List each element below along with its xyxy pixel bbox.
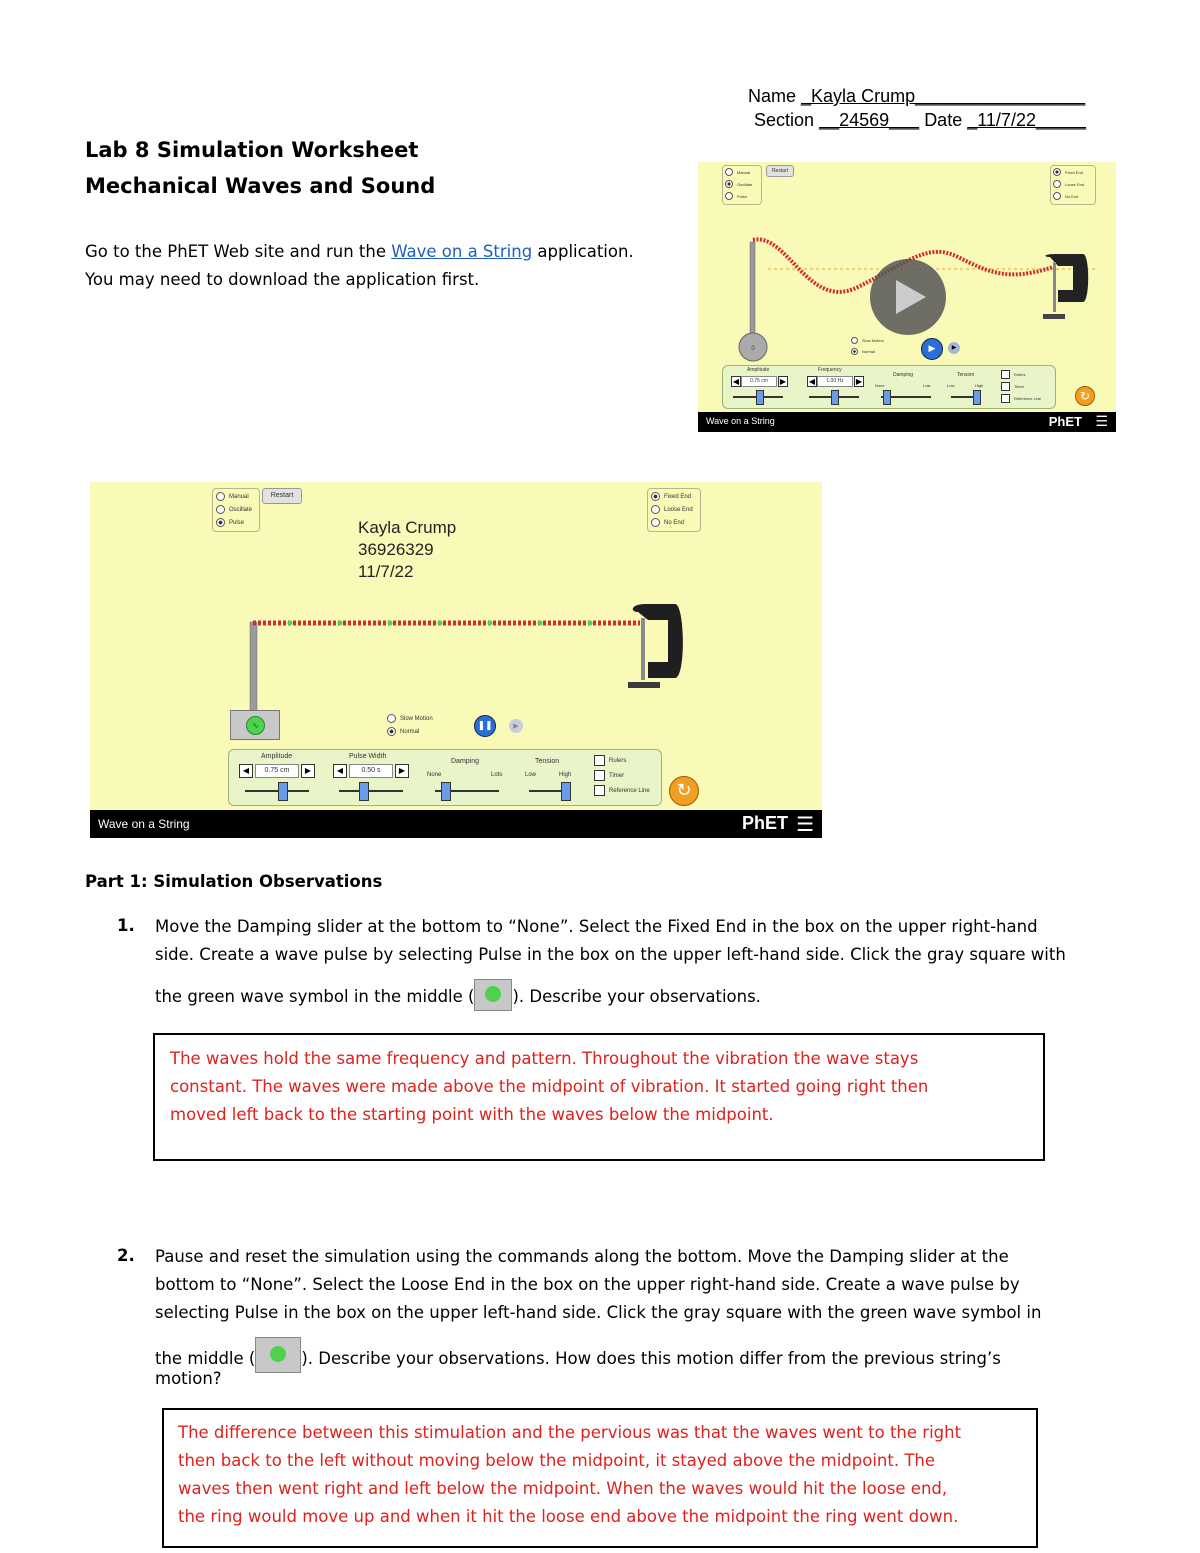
mode-pulse[interactable]: Pulse [725,192,747,200]
frequency-value: 1.00 Hz [817,376,853,387]
mode-pulse[interactable]: Pulse [216,518,244,527]
q2-line-5: motion? [155,1369,222,1388]
mode-manual[interactable]: Manual [216,492,249,501]
oscillator-post [250,622,257,714]
rulers-checkbox[interactable]: Rulers [594,755,626,766]
tension-min: Low [947,383,955,388]
frequency-decrease[interactable]: ◀ [808,377,816,386]
clamp-icon [1045,254,1088,302]
hamburger-menu-icon[interactable]: ☰ [1095,413,1108,429]
amplitude-label: Amplitude [747,367,770,373]
amplitude-increase[interactable]: ▶ [779,377,787,386]
answer-1-box[interactable] [153,1033,1045,1161]
tension-label: Tension [535,758,560,765]
amplitude-increase[interactable]: ▶ [301,764,315,778]
sim-title-bar [90,810,822,838]
end-loose[interactable]: Loose End [1053,180,1084,188]
intro-line-2: You may need to download the application first. [85,270,480,289]
amplitude-value: 0.75 cm [255,764,299,778]
tension-min: Low [525,772,537,778]
wave-on-a-string-link[interactable]: Wave on a String [391,242,533,261]
section-label: Section [754,110,815,130]
part1-heading: Part 1: Simulation Observations [85,872,383,891]
amplitude-thumb[interactable] [756,390,764,405]
worksheet-title: Lab 8 Simulation Worksheet [85,138,419,162]
name-line [748,86,1085,107]
sim-screenshot-oscillate [698,162,1116,432]
reference-line-checkbox[interactable]: Reference Line [594,785,650,796]
tension-label: Tension [957,372,975,378]
tension-thumb[interactable] [973,390,981,405]
clamp-icon [633,604,683,678]
q2-number: 2. [117,1246,135,1265]
frequency-thumb[interactable] [831,390,839,405]
pulse-width-thumb[interactable] [359,782,369,801]
section-date-line [754,110,1086,131]
annotation-date: 11/7/22 [358,562,414,581]
date-value: _11/7/22_____ [967,110,1087,130]
damping-label: Damping [451,758,480,765]
answer-1-line-3: moved left back to the starting point with the waves below the midpoint. [170,1105,774,1124]
amplitude-thumb[interactable] [278,782,288,801]
rulers-checkbox[interactable]: Rulers [1001,370,1026,379]
control-panel [228,749,662,806]
pulse-width-value: 0.50 s [349,764,393,778]
reset-all-icon[interactable]: ↻ [669,776,699,806]
speed-slow[interactable]: Slow Motion [387,714,433,723]
intro-line-1 [85,238,685,266]
date-label: Date [924,110,963,130]
end-fixed[interactable]: Fixed End [1053,168,1083,176]
speed-normal[interactable]: Normal [387,727,419,736]
annotation-id: 36926329 [358,540,434,559]
play-button[interactable]: ▶ [921,338,943,360]
intro-text-end: application. [532,242,634,261]
sim-screenshot-pulse [90,482,822,838]
q2-line-2: bottom to “None”. Select the Loose End in the box on the upper right-hand side. Create a wave pulse by [155,1275,1020,1294]
pulse-button-inline-icon [255,1337,301,1373]
frequency-label: Frequency [818,367,842,373]
pulse-width-slider[interactable] [339,790,403,792]
pulse-width-increase[interactable]: ▶ [395,764,409,778]
intro-text: Go to the PhET Web site and run the [85,242,392,261]
answer-2-line-1: The difference between this stimulation and the pervious was that the waves went to the right [178,1423,962,1442]
answer-1-line-1: The waves hold the same frequency and pattern. Throughout the vibration the wave stays [170,1049,919,1068]
q2-line-1: Pause and reset the simulation using the commands along the bottom. Move the Damping slider at the [155,1247,1009,1266]
damping-min: None [875,383,885,388]
worksheet-subtitle: Mechanical Waves and Sound [85,174,436,198]
mode-manual[interactable]: Manual [725,168,750,176]
knob-label: 0 [751,346,755,352]
tension-max: High [975,383,984,388]
q2-line-4: the middle ( ). Describe your observations. How does this motion differ from the previous string’s [155,1337,1001,1373]
sim-title-bar [698,412,1116,432]
answer-2-line-3: waves then went right and left below the midpoint. When the waves would hit the loose end, [178,1479,948,1498]
pulse-width-label: Pulse Width [349,753,387,760]
section-value: __24569___ [819,110,920,130]
sim-name: Wave on a String [706,416,775,426]
q2-line-3: selecting Pulse in the box on the upper left-hand side. Click the gray square with the green wave symbol in [155,1303,1042,1322]
q1-line-1: Move the Damping slider at the bottom to “None”. Select the Fixed End in the box on the upper right-hand [155,917,1038,936]
speed-normal[interactable]: Normal [851,348,875,355]
answer-2-box[interactable] [162,1408,1038,1548]
end-loose[interactable]: Loose End [651,505,693,514]
q1-line-3: the green wave symbol in the middle ( ). Describe your observations. [155,979,761,1011]
step-button[interactable]: ▶ [948,342,960,354]
damping-min: None [427,772,442,778]
damping-thumb[interactable] [441,782,451,801]
end-none[interactable]: No End [1053,192,1078,200]
timer-checkbox[interactable]: Timer [594,770,624,781]
restart-button[interactable]: Restart [262,488,302,504]
pause-button[interactable]: ❚❚ [474,715,496,737]
control-panel [722,365,1056,409]
pulse-button-inline-icon [474,979,512,1011]
step-button[interactable]: ▶ [509,719,523,733]
end-fixed[interactable]: Fixed End [651,492,691,501]
pulse-button[interactable] [230,710,280,740]
restart-button[interactable]: Restart [766,165,794,177]
reference-line-checkbox[interactable]: Reference Line [1001,394,1041,403]
amplitude-slider[interactable] [245,790,309,792]
oscillator-post [750,242,755,342]
name-value: _Kayla Crump_________________ [801,86,1086,106]
speed-slow[interactable]: Slow Motion [851,337,884,344]
answer-2-line-2: then back to the left without moving below the midpoint, it stayed above the midpoint. The [178,1451,936,1470]
pulse-width-decrease[interactable]: ◀ [333,764,347,778]
mode-oscillate[interactable]: Oscillate [216,505,252,514]
reset-all-icon[interactable]: ↻ [1075,386,1095,406]
q1-number: 1. [117,916,135,935]
phet-logo: PhET [1048,414,1082,429]
damping-max: Lots [923,383,931,388]
amplitude-decrease[interactable]: ◀ [239,764,253,778]
damping-max: Lots [491,772,503,778]
amplitude-value: 0.75 cm [741,376,777,387]
damping-label: Damping [893,372,914,378]
frequency-increase[interactable]: ▶ [855,377,863,386]
tension-thumb[interactable] [561,782,571,801]
green-wave-icon: ∿ [246,716,265,735]
hamburger-menu-icon[interactable]: ☰ [796,814,814,836]
amplitude-label: Amplitude [261,753,293,760]
annotation-name: Kayla Crump [358,518,457,537]
tension-max: High [559,772,572,778]
mode-oscillate[interactable]: Oscillate [725,180,752,188]
answer-2-line-4: the ring would move up and when it hit the loose end above the midpoint the ring went down. [178,1507,959,1526]
timer-checkbox[interactable]: Timer [1001,382,1024,391]
phet-logo: PhET [741,813,788,833]
answer-1-line-2: constant. The waves were made above the midpoint of vibration. It started going right then [170,1077,929,1096]
name-label: Name [748,86,797,106]
end-none[interactable]: No End [651,518,684,527]
sim-name: Wave on a String [98,817,190,831]
damping-thumb[interactable] [883,390,891,405]
amplitude-decrease[interactable]: ◀ [732,377,740,386]
q1-line-2: side. Create a wave pulse by selecting Pulse in the box on the upper left-hand side. Click the gray square with [155,945,1066,964]
